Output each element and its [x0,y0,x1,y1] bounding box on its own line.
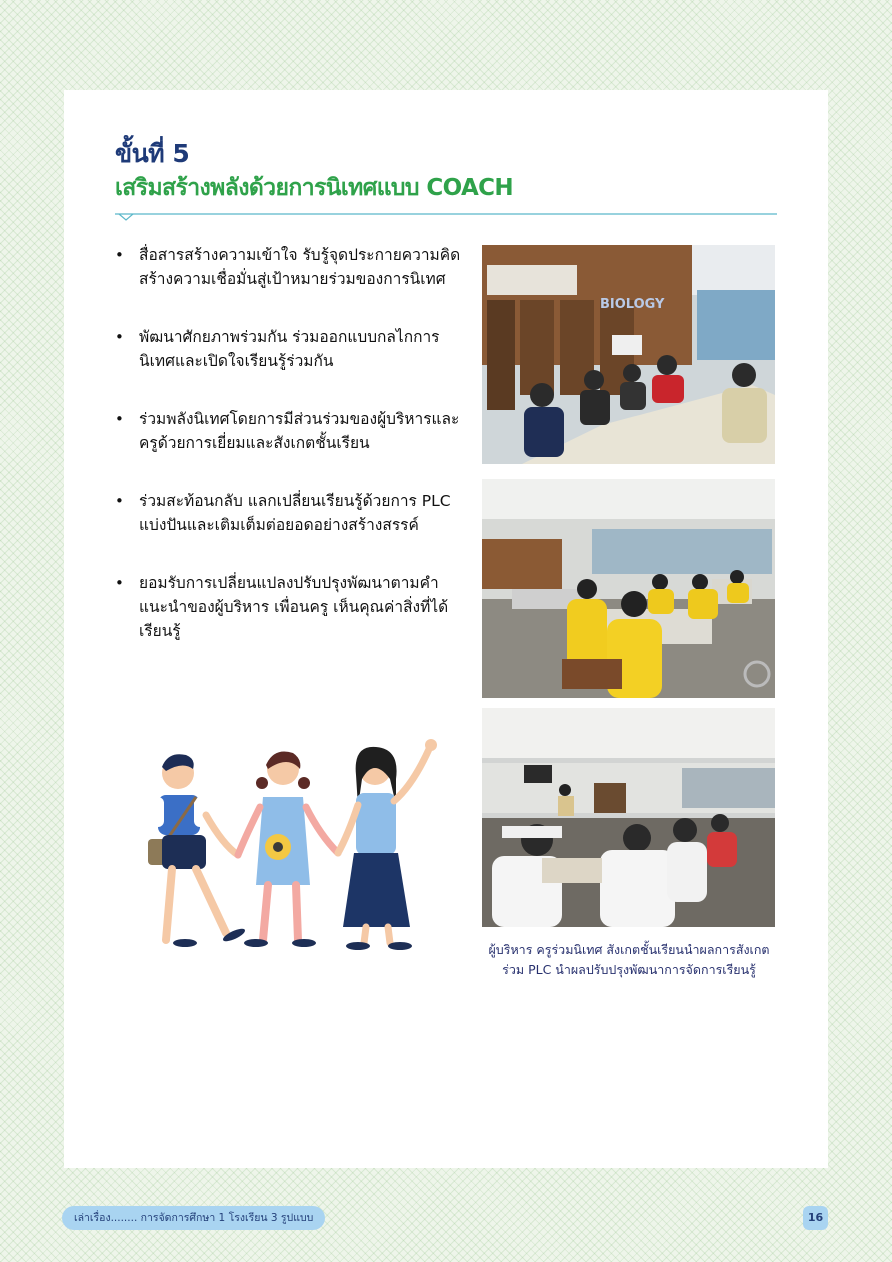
bullet-item: • สื่อสารสร้างความเข้าใจ รับรู้จุดประกายความคิด สร้างความเชื่อมั่นสู่เป้าหมายร่วมของการนิเทศ [115,243,465,291]
children-illustration [138,735,448,955]
title-divider [115,208,777,222]
page-number: 16 [803,1206,828,1230]
bullet-item: • ยอมรับการเปลี่ยนแปลงปรับปรุงพัฒนาตามคำแนะนำของผู้บริหาร เพื่อนครู เห็นคุณค่าสิ่งที่ได้เรียนรู้ [115,571,465,643]
caption-line-1: ผู้บริหาร ครูร่วมนิเทศ สังเกตชั้นเรียนนำผลการสังเกต [488,942,770,957]
bullet-dot-icon: • [115,246,124,264]
step-title: ขั้นที่ 5 [115,139,190,168]
bullet-item: • ร่วมพลังนิเทศโดยการมีส่วนร่วมของผู้บริหารและครูด้วยการเยี่ยมและสังเกตชั้นเรียน [115,407,465,455]
bullet-dot-icon: • [115,328,124,346]
photo-caption [478,940,780,980]
photo-teachers-meeting [482,245,775,464]
bullet-dot-icon: • [115,410,124,428]
caption-line-2: ร่วม PLC นำผลปรับปรุงพัฒนาการจัดการเรียนรู้ [502,962,756,977]
photo-classroom-observation [482,708,775,927]
biology-sign: BIOLOGY [600,297,665,312]
footer-series-label: เล่าเรื่อง........ การจัดการศึกษา 1 โรงเรียน 3 รูปแบบ [62,1206,325,1230]
bullet-list [115,243,465,677]
bullet-item: • ร่วมสะท้อนกลับ แลกเปลี่ยนเรียนรู้ด้วยการ PLC แบ่งปันและเติมเต็มต่อยอดอย่างสร้างสรรค์ [115,489,465,537]
bullet-item: • พัฒนาศักยภาพร่วมกัน ร่วมออกแบบกลไกการนิเทศและเปิดใจเรียนรู้ร่วมกัน [115,325,465,373]
bullet-dot-icon: • [115,492,124,510]
bullet-dot-icon: • [115,574,124,592]
section-title: เสริมสร้างพลังด้วยการนิเทศแบบ COACH [115,175,514,201]
photo-student-groups [482,479,775,698]
